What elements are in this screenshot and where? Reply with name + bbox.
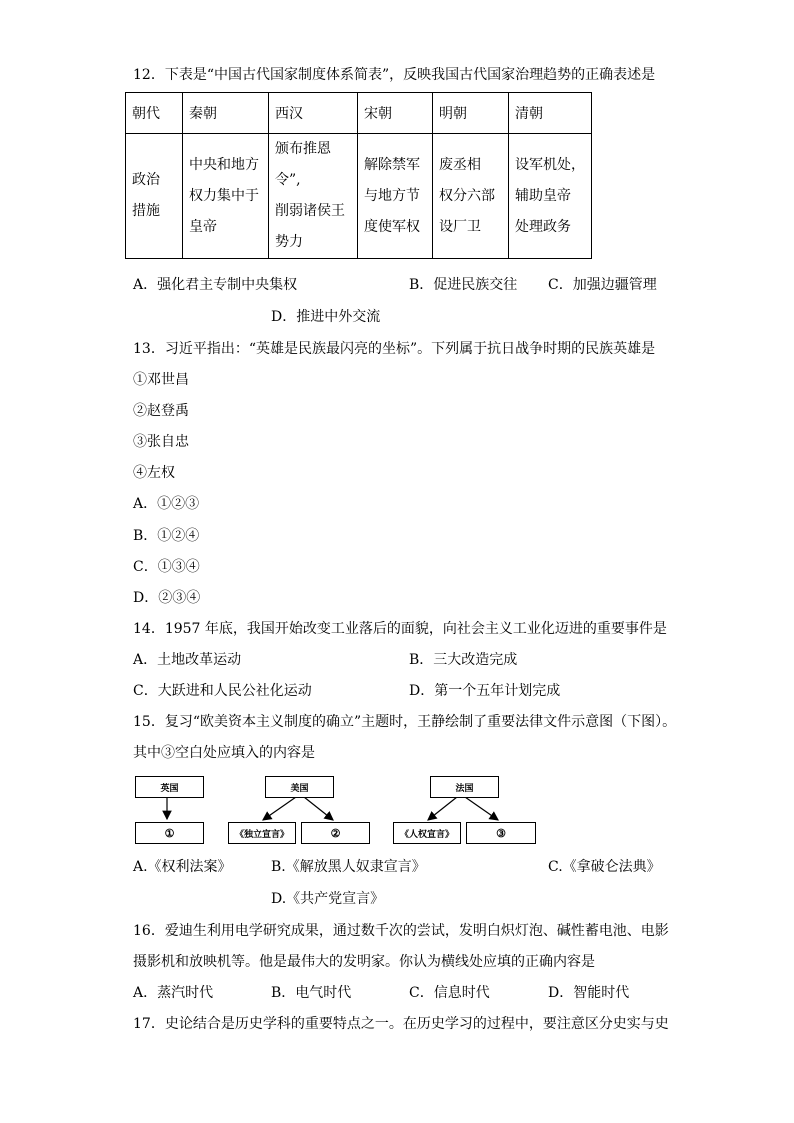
header-cell: 秦朝 bbox=[183, 93, 269, 134]
box-usa: 美国 bbox=[265, 776, 334, 798]
cell-line: 权力集中于 bbox=[189, 187, 259, 204]
q13-item: ③张自忠 bbox=[133, 434, 189, 450]
q12-option-a[interactable]: A．强化君主专制中央集权 bbox=[133, 277, 298, 293]
cell-line: 皇帝 bbox=[189, 218, 217, 235]
box-blank-2: ② bbox=[301, 822, 370, 844]
q13-option-a[interactable]: A．①②③ bbox=[133, 496, 200, 512]
q13-item: ①邓世昌 bbox=[133, 372, 189, 388]
cell-line: 辅助皇帝 bbox=[515, 187, 571, 204]
q15-stem-line1: 15．复习“欧美资本主义制度的确立”主题时，王静绘制了重要法律文件示意图（下图）。 bbox=[133, 714, 677, 730]
q16-stem-line2: 摄影机和放映机等。他是最伟大的发明家。你认为横线处应填的正确内容是 bbox=[133, 954, 595, 970]
q17-stem-line1: 17．史论结合是历史学科的重要特点之一。在历史学习的过程中，要注意区分史实与史 bbox=[133, 1016, 669, 1032]
arrow-usa-left bbox=[263, 797, 296, 820]
q13-item: ④左权 bbox=[133, 465, 175, 481]
q13-stem: 13．习近平指出：“英雄是民族最闪亮的坐标”。下列属于抗日战争时期的民族英雄是 bbox=[133, 341, 656, 357]
q12-option-d[interactable]: D．推进中外交流 bbox=[271, 309, 381, 325]
q16-stem-line1: 16．爱迪生利用电学研究成果，通过数千次的尝试，发明白炽灯泡、碱性蓄电池、电影 bbox=[133, 923, 669, 939]
box-declaration-rights: 《人权宣言》 bbox=[393, 822, 461, 844]
q15-option-c[interactable]: C.《拿破仑法典》 bbox=[548, 859, 661, 875]
cell-line: 废丞相 bbox=[439, 156, 481, 173]
cell-line: 处理政务 bbox=[515, 218, 571, 235]
q12-stem: 12．下表是“中国古代国家制度体系简表”，反映我国古代国家治理趋势的正确表述是 bbox=[133, 67, 656, 83]
box-france: 法国 bbox=[430, 776, 499, 798]
q15-option-a[interactable]: A.《权利法案》 bbox=[133, 859, 232, 875]
header-cell: 朝代 bbox=[126, 93, 183, 134]
arrow-france-left bbox=[428, 797, 457, 820]
q15-stem-line2: 其中③空白处应填入的内容是 bbox=[133, 745, 315, 761]
header-cell: 西汉 bbox=[269, 93, 358, 134]
q12-option-b[interactable]: B．促进民族交往 bbox=[409, 277, 518, 293]
arrow-france-right bbox=[465, 797, 498, 820]
box-blank-3: ③ bbox=[466, 822, 536, 844]
header-cell: 明朝 bbox=[433, 93, 509, 134]
cell-line: 设军机处， bbox=[515, 156, 585, 173]
q16-option-a[interactable]: A．蒸汽时代 bbox=[133, 985, 214, 1001]
q15-option-b[interactable]: B.《解放黑人奴隶宣言》 bbox=[271, 859, 426, 875]
q14-option-d[interactable]: D．第一个五年计划完成 bbox=[409, 683, 561, 699]
q14-stem: 14．1957 年底，我国开始改变工业落后的面貌，向社会主义工业化迈进的重要事件是 bbox=[133, 621, 667, 637]
box-declaration-independence: 《独立宣言》 bbox=[228, 822, 296, 844]
cell-line: 势力 bbox=[275, 234, 303, 250]
cell-line: 权分六部 bbox=[439, 187, 495, 204]
cell-line: 度使军权 bbox=[364, 218, 420, 235]
q14-option-c[interactable]: C．大跃进和人民公社化运动 bbox=[133, 683, 312, 699]
row-label-line: 措施 bbox=[132, 203, 160, 219]
q12-option-c[interactable]: C．加强边疆管理 bbox=[548, 277, 657, 293]
cell-line: 解除禁军 bbox=[364, 156, 420, 173]
q13-option-c[interactable]: C．①③④ bbox=[133, 559, 200, 575]
q13-item: ②赵登禹 bbox=[133, 403, 189, 419]
q16-option-d[interactable]: D．智能时代 bbox=[548, 985, 630, 1001]
cell-line: 设厂卫 bbox=[439, 218, 481, 235]
box-blank-1: ① bbox=[135, 822, 204, 844]
q14-option-a[interactable]: A．土地改革运动 bbox=[133, 652, 242, 668]
row-label-line: 政治 bbox=[132, 172, 160, 188]
q13-option-d[interactable]: D．②③④ bbox=[133, 590, 201, 606]
cell-line: 颁布推恩令”, bbox=[275, 141, 331, 188]
q14-option-b[interactable]: B．三大改造完成 bbox=[409, 652, 518, 668]
arrow-usa-right bbox=[304, 797, 333, 820]
box-england: 英国 bbox=[135, 776, 204, 798]
cell-line: 与地方节 bbox=[364, 187, 420, 204]
q16-option-b[interactable]: B．电气时代 bbox=[271, 985, 352, 1001]
q13-option-b[interactable]: B．①②④ bbox=[133, 528, 200, 544]
header-cell: 宋朝 bbox=[358, 93, 433, 134]
cell-line: 中央和地方 bbox=[189, 156, 259, 173]
header-cell: 清朝 bbox=[509, 93, 592, 134]
q16-option-c[interactable]: C．信息时代 bbox=[409, 985, 490, 1001]
q15-option-d[interactable]: D.《共产党宣言》 bbox=[271, 891, 385, 907]
cell-line: 削弱诸侯王 bbox=[275, 203, 345, 219]
